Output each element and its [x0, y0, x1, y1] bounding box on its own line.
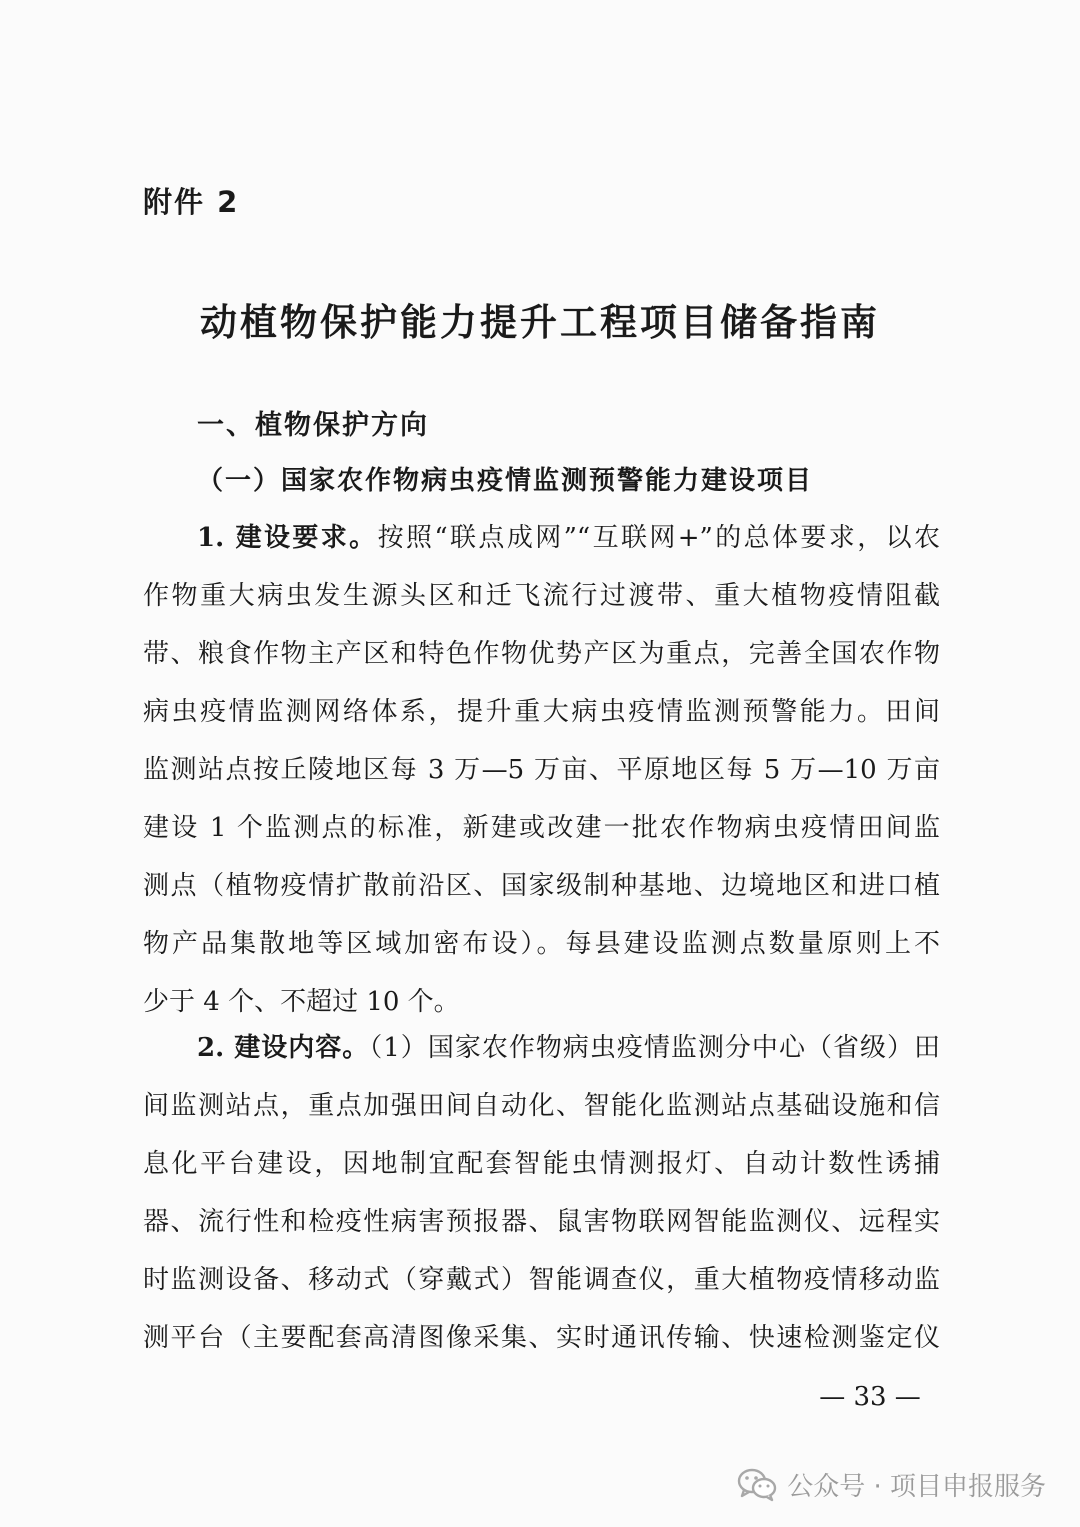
paragraph-line: 测平台（主要配套高清图像采集、实时通讯传输、快速检测鉴定仪: [143, 1323, 940, 1353]
paragraph-line: 建设 1 个监测点的标准，新建或改建一批农作物病虫疫情田间监: [143, 813, 940, 843]
paragraph-line: 作物重大病虫发生源头区和迁飞流行过渡带、重大植物疫情阻截: [143, 581, 940, 611]
paragraph-line: [143, 1019, 940, 1077]
paragraph-line: 时监测设备、移动式（穿戴式）智能调查仪，重大植物疫情移动监: [143, 1265, 940, 1295]
paragraph-line: 病虫疫情监测网络体系，提升重大病虫疫情监测预警能力。田间: [143, 697, 940, 727]
paragraph-requirements: [143, 509, 940, 1031]
paragraph-line: 息化平台建设，因地制宜配套智能虫情测报灯、自动计数性诱捕: [143, 1149, 940, 1179]
paragraph-lead: 1. 建设要求。: [197, 523, 378, 553]
line-text: 按照“联点成网”“互联网+”的总体要求，以农: [377, 523, 940, 553]
paragraph-line: 器、流行性和检疫性病害预报器、鼠害物联网智能监测仪、远程实: [143, 1207, 940, 1237]
watermark-text: 公众号 · 项目申报服务: [787, 1472, 1046, 1502]
paragraph-line: 测点（植物疫情扩散前沿区、国家级制种基地、边境地区和进口植: [143, 871, 940, 901]
paragraph-line: 监测站点按丘陵地区每 3 万—5 万亩、平原地区每 5 万—10 万亩: [143, 755, 940, 785]
paragraph-line: 少于 4 个、不超过 10 个。: [143, 987, 460, 1017]
section-heading: 一、植物保护方向: [197, 410, 429, 441]
page-number-text: — 33 —: [819, 1382, 921, 1412]
attachment-label: 附件 2: [143, 185, 240, 219]
paragraph-line: [143, 509, 940, 567]
page-number: [0, 1382, 1080, 1412]
paragraph-lead: 2. 建设内容。: [197, 1033, 370, 1063]
watermark: [737, 1466, 1046, 1503]
document-title: 动植物保护能力提升工程项目储备指南: [200, 300, 880, 344]
sub-heading: （一）国家农作物病虫疫情监测预警能力建设项目: [197, 466, 814, 496]
line-text: （1）国家农作物病虫疫情监测分中心（省级）田: [369, 1033, 940, 1063]
paragraph-line: 间监测站点，重点加强田间自动化、智能化监测站点基础设施和信: [143, 1091, 940, 1121]
paragraph-line: 带、粮食作物主产区和特色作物优势产区为重点，完善全国农作物: [143, 639, 940, 669]
paragraph-contents: [143, 1019, 940, 1367]
paragraph-line: 物产品集散地等区域加密布设）。每县建设监测点数量原则上不: [143, 929, 940, 959]
wechat-icon: [737, 1468, 777, 1502]
